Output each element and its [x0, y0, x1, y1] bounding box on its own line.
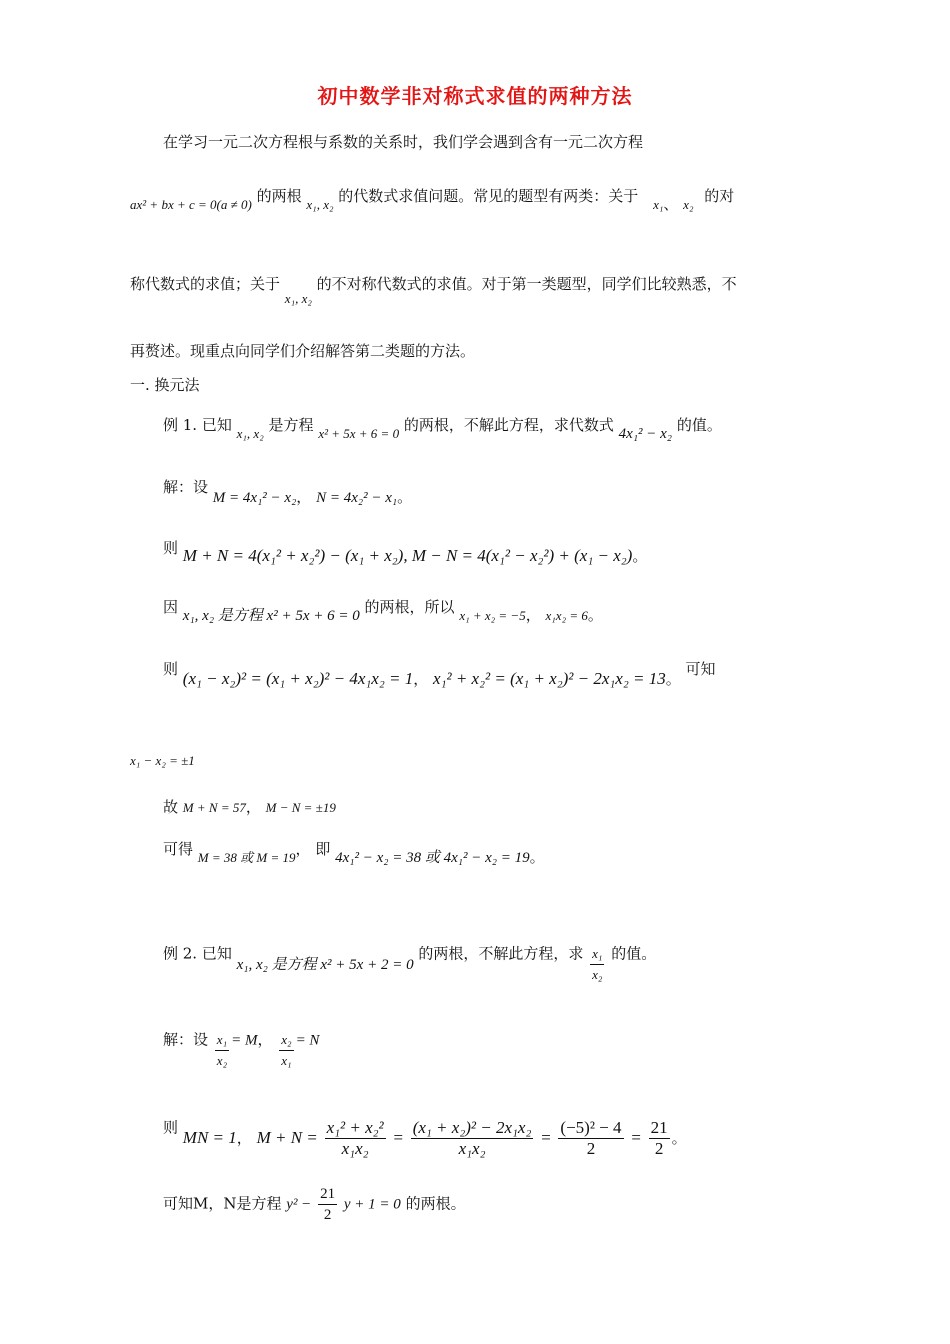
intro-text-asym: 的不对称代数式的求值。对于第一类题型，同学们比较熟悉，不	[316, 275, 737, 293]
obtain-label: 可得	[163, 840, 194, 858]
hence-eq-sum: M + N = 57	[182, 800, 246, 815]
conclusion-label: 可知M，N是方程	[163, 1194, 282, 1213]
then-3-end: 。	[671, 1128, 687, 1147]
hence-label: 故	[163, 798, 179, 816]
intro-text-problem: 的代数式求值问题。常见的题型有两类：关于	[338, 187, 639, 205]
example-2-fraction-denominator: x₂	[592, 967, 603, 982]
then-3-fraction-4	[649, 1118, 670, 1159]
example-1-text-value: 的值。	[676, 416, 722, 434]
solution-2-fraction-n	[279, 1030, 293, 1071]
solution-2-setup	[163, 1020, 320, 1068]
example-2-fraction-numerator: x₁	[590, 944, 604, 965]
example-1-equation: x² + 5x + 6 = 0	[318, 426, 400, 441]
root-difference: x₁ − x₂ = ±1	[130, 753, 195, 768]
conclusion-line	[163, 1184, 466, 1225]
solution-2-label: 解：设	[163, 1030, 209, 1049]
obtain-text-ie: 即	[315, 840, 331, 858]
solution-1-sep: ，	[296, 488, 312, 506]
solution-2-fraction-m	[215, 1030, 229, 1071]
conclusion-eq-pre: y² −	[286, 1196, 312, 1213]
then-2-sep: ，	[413, 670, 429, 688]
then-3-eq-mn: MN = 1	[182, 1127, 237, 1147]
root-product: x₁x₂ = 6	[545, 608, 588, 623]
roots-x1-x2: x₁, x₂	[306, 197, 334, 212]
example-2-fraction	[590, 944, 604, 985]
then-3-sep: ，	[236, 1128, 252, 1147]
then-1-end: 。	[632, 547, 648, 565]
intro-text-dui: 的对	[704, 187, 735, 205]
conclusion-fraction-denominator: 2	[323, 1207, 332, 1223]
obtain-eq-result: 4x₁² − x₂ = 38 或 4x₁² − x₂ = 19	[335, 850, 530, 866]
then-2-tail: 可知	[685, 660, 716, 678]
separator-dun: 、	[663, 195, 679, 213]
example-2-text-rest: 的两根，不解此方程，求	[418, 944, 584, 963]
solution-1-end: 。	[397, 488, 413, 506]
because-equation: x₁, x₂ 是方程 x² + 5x + 6 = 0	[182, 608, 360, 624]
then-3-fraction-1	[325, 1118, 386, 1159]
obtain-eq-values: M = 38 或 M = 19	[197, 850, 296, 865]
example-2-text-value: 的值。	[611, 944, 657, 963]
then-3-lhs: M + N =	[256, 1127, 318, 1147]
solution-2-eq-n: = N	[295, 1032, 320, 1049]
page-title: 初中数学非对称式求值的两种方法	[317, 84, 633, 108]
then-2-label: 则	[163, 660, 179, 678]
fraction-3-denominator: 2	[586, 1139, 596, 1158]
solution-1-setup	[163, 476, 413, 506]
then-2-end: 。	[665, 670, 681, 688]
example-2-label: 例 2. 已知	[163, 944, 232, 963]
because-label: 因	[163, 598, 179, 616]
obtain-sep: ，	[295, 840, 311, 858]
intro-line-2	[130, 187, 735, 216]
then-line-2	[163, 658, 716, 688]
intro-text-roots: 的两根	[256, 187, 302, 205]
because-end: 。	[587, 606, 603, 624]
intro-line-3	[130, 273, 737, 306]
then-3-fraction-2	[411, 1118, 534, 1159]
fraction-2-numerator: (x₁ + x₂)² − 2x₁x₂	[412, 1118, 532, 1137]
then-3-fraction-3	[558, 1118, 623, 1159]
example-1-text-is: 是方程	[268, 416, 314, 434]
then-line-1	[163, 537, 648, 565]
fraction-1-numerator: x₁² + x₂²	[326, 1118, 384, 1137]
fraction-3-numerator: (−5)² − 4	[560, 1118, 622, 1137]
intro-line-4: 再赘述。现重点向同学们介绍解答第二类题的方法。	[130, 342, 476, 360]
then-2-eq-sum-squares: x₁² + x₂² = (x₁ + x₂)² − 2x₁x₂ = 13	[433, 669, 666, 688]
because-line	[163, 596, 603, 624]
then-1-label: 则	[163, 539, 179, 557]
example-1-vars: x₁, x₂	[236, 426, 264, 441]
solution-1-eq-m: M = 4x₁² − x₂	[212, 490, 297, 506]
obtain-end: 。	[529, 848, 545, 866]
because-text-roots: 的两根，所以	[364, 598, 455, 616]
intro-line-1: 在学习一元二次方程根与系数的关系时，我们学会遇到含有一元二次方程	[163, 133, 644, 151]
then-3-equals-3: =	[630, 1127, 642, 1147]
conclusion-eq-post: y + 1 = 0	[343, 1196, 401, 1213]
conclusion-fraction	[318, 1184, 337, 1225]
fraction-4-denominator: 2	[654, 1139, 664, 1158]
fraction-2-denominator: x₁x₂	[458, 1139, 486, 1158]
then-2-eq-diff-squared: (x₁ − x₂)² = (x₁ + x₂)² − 4x₁x₂ = 1	[182, 669, 414, 688]
hence-eq-diff: M − N = ±19	[265, 800, 336, 815]
example-2-equation: x₁, x₂ 是方程 x² + 5x + 2 = 0	[236, 956, 414, 973]
solution-1-label: 解：设	[163, 478, 209, 496]
then-1-equation: M + N = 4(x₁² + x₂²) − (x₁ + x₂), M − N = 4(x₁² − x₂²) + (x₁ − x₂)	[182, 546, 633, 565]
conclusion-text-end: 的两根。	[405, 1194, 466, 1213]
fraction-m-numerator: x₁	[215, 1030, 229, 1051]
hence-line	[163, 796, 336, 819]
then-3-equals-1: =	[392, 1127, 404, 1147]
example-2-statement	[163, 934, 657, 982]
root-x2: x₂	[683, 197, 694, 212]
then-line-3	[163, 1108, 687, 1158]
solution-1-eq-n: N = 4x₂² − x₁	[316, 490, 398, 506]
then-3-label: 则	[163, 1118, 179, 1137]
hence-sep: ，	[245, 798, 261, 816]
fraction-n-denominator: x₁	[281, 1053, 292, 1068]
section-heading-substitution: 一. 换元法	[130, 376, 200, 394]
example-1-expression: 4x₁² − x₂	[618, 426, 673, 442]
because-sep: ，	[525, 606, 541, 624]
general-quadratic-equation: ax² + bx + c = 0(a ≠ 0)	[130, 197, 252, 212]
example-1-label: 例 1. 已知	[163, 416, 232, 434]
fraction-m-denominator: x₂	[216, 1053, 228, 1068]
example-1-statement	[163, 414, 722, 442]
example-1-text-rest: 的两根，不解此方程，求代数式	[403, 416, 614, 434]
roots-x1-x2-c: x₁, x₂	[284, 291, 312, 306]
fraction-4-numerator: 21	[650, 1118, 668, 1137]
fraction-1-denominator: x₁x₂	[341, 1139, 369, 1158]
obtain-line	[163, 838, 545, 866]
root-x1: x₁	[653, 197, 664, 212]
root-sum: x₁ + x₂ = −5	[459, 608, 526, 623]
intro-text-sym: 称代数式的求值；关于	[130, 275, 281, 293]
solution-2-eq-m: = M	[231, 1032, 258, 1049]
solution-2-sep: ，	[257, 1030, 273, 1049]
then-3-equals-2: =	[540, 1127, 552, 1147]
conclusion-fraction-numerator: 21	[318, 1184, 337, 1205]
fraction-n-numerator: x₂	[279, 1030, 293, 1051]
